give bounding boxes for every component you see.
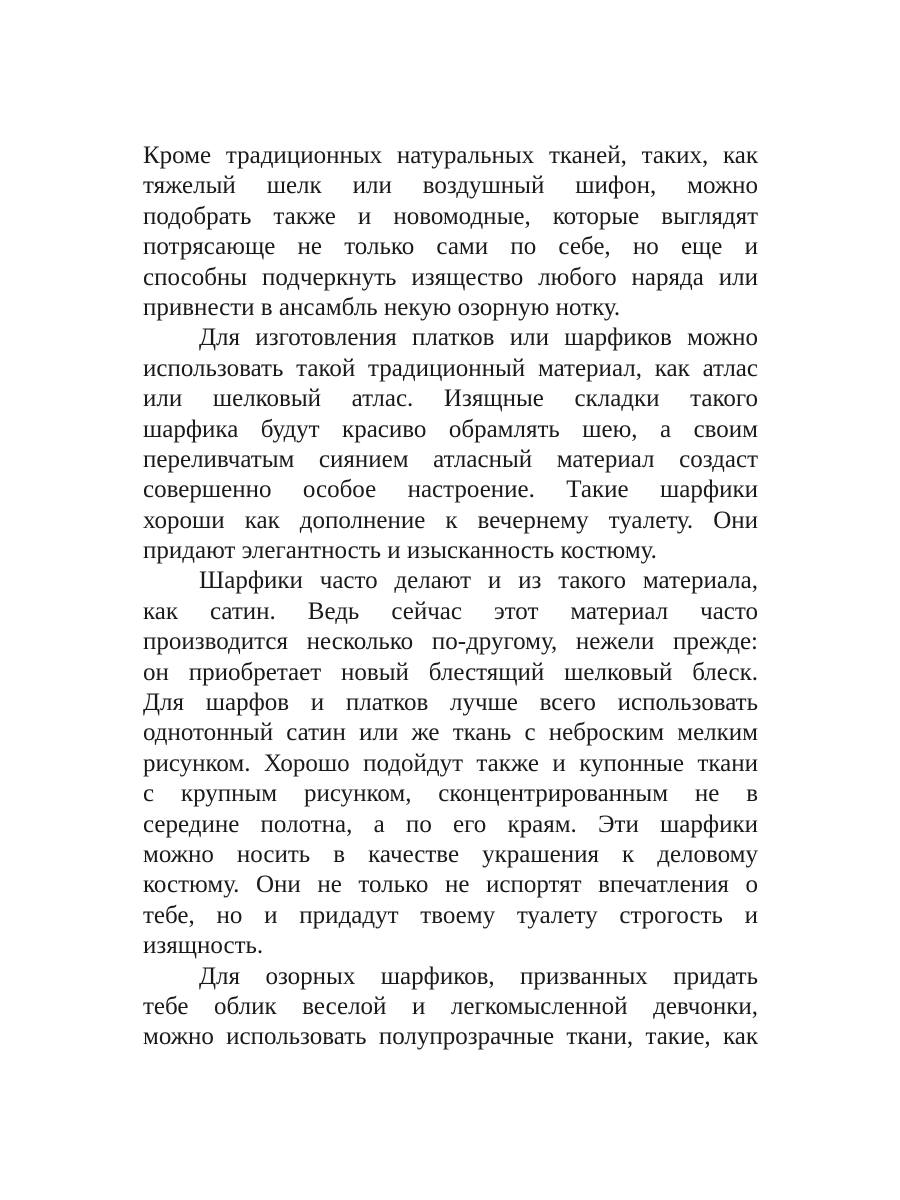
text-line: костюму. Они не только не испортят впечатления о [143,871,758,899]
text-line: подобрать также и новомодные, которые выглядят [143,202,758,230]
text-line: тяжелый шелк или воздушный шифон, можно [143,172,758,200]
text-line: или шелковый атлас. Изящные складки такого [143,385,758,413]
text-line: однотонный сатин или же ткань с неброским мелким [143,719,758,747]
text-line: середине полотна, а по его краям. Эти шарфики [143,810,758,838]
text-line: Для озорных шарфиков, призванных придать [199,962,758,990]
paragraph-3 [143,566,758,961]
paragraph-1 [143,141,758,323]
text-line: он приобретает новый блестящий шелковый блеск. [143,658,758,686]
text-line: изящность. [143,932,264,960]
text-line: Кроме традиционных натуральных тканей, таких, как [143,142,758,169]
text-line: Для изготовления платков или шарфиков можно [199,324,758,352]
text-line: Для шарфов и платков лучше всего использовать [143,689,758,717]
text-line: Шарфики часто делают и из такого материала, [199,567,758,595]
text-line: можно использовать полупрозрачные ткани, такие, как [143,1023,758,1051]
text-line: хороши как дополнение к вечернему туалету. Они [143,506,758,534]
text-line: шарфика будут красиво обрамлять шею, а своим [143,415,758,443]
text-line: производится несколько по-другому, нежели прежде: [143,628,758,656]
paragraph-4 [143,962,758,1053]
text-line: как сатин. Ведь сейчас этот материал часто [143,597,758,625]
text-line: тебе облик веселой и легкомысленной девчонки, [143,992,758,1020]
text-line: придают элегантность и изысканность костюму. [143,537,657,565]
paragraph-2 [143,323,758,566]
text-line: тебе, но и придадут твоему туалету строгость и [143,901,758,929]
text-line: совершенно особое настроение. Такие шарфики [143,476,758,504]
text-line: привнести в ансамбль некую озорную нотку. [143,293,621,321]
text-line: использовать такой традиционный материал, как атлас [143,354,758,382]
document-page [143,141,758,1053]
text-line: потрясающе не только сами по себе, но еще и [143,233,758,261]
text-line: с крупным рисунком, сконцентрированным не в [143,780,758,808]
text-line: переливчатым сиянием атласный материал создаст [143,445,758,473]
text-line: можно носить в качестве украшения к деловому [143,840,758,868]
text-line: способны подчеркнуть изящество любого наряда или [143,263,758,291]
text-line: рисунком. Хорошо подойдут также и купонные ткани [143,749,758,777]
